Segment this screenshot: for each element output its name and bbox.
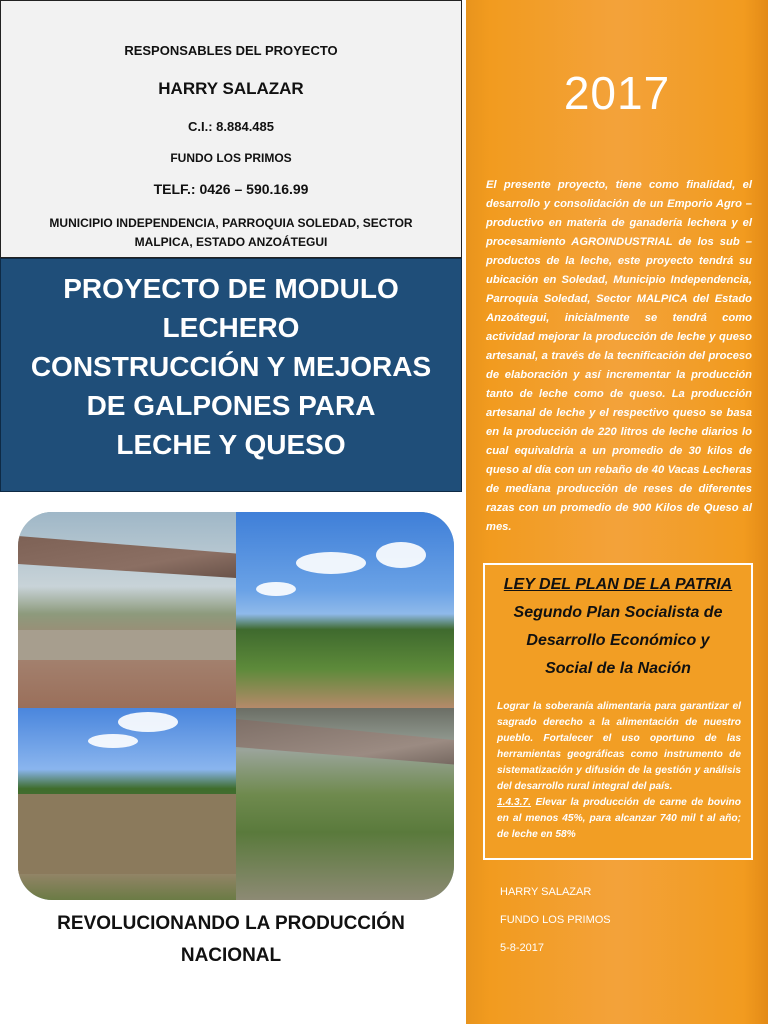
responsable-ci: C.I.: 8.884.485 (188, 119, 274, 134)
ley-title-line-3: Desarrollo Económico y (526, 632, 710, 649)
photo-pond (18, 708, 236, 900)
ley-plan-patria-box (483, 563, 753, 860)
photo-shed-roof (18, 512, 236, 708)
footer-info (500, 878, 611, 962)
title-line-2: LECHERO (162, 312, 300, 343)
project-title (0, 258, 462, 492)
photo-corn-field (236, 512, 454, 708)
slogan-line-1: REVOLUCIONANDO LA PRODUCCIÓN (57, 913, 405, 934)
responsables-box (0, 0, 462, 258)
footer-fundo: FUNDO LOS PRIMOS (500, 914, 611, 926)
responsable-fundo: FUNDO LOS PRIMOS (170, 151, 292, 165)
responsable-name: HARRY SALAZAR (158, 79, 304, 98)
slogan-line-2: NACIONAL (180, 945, 282, 966)
year: 2017 (563, 67, 671, 119)
photo-corral (236, 708, 454, 900)
footer-date: 5-8-2017 (500, 942, 545, 954)
ley-body (497, 699, 741, 843)
responsable-telefono: TELF.: 0426 – 590.16.99 (153, 181, 309, 197)
ley-title-line-4: Social de la Nación (545, 660, 691, 677)
ley-article-number: 1.4.3.7. (497, 797, 531, 808)
ley-title-line-2: Segundo Plan Socialista de (513, 604, 723, 621)
ley-title (485, 571, 751, 683)
ley-article-text: Elevar la producción de carne de bovino en al menos 45%, para alcanzar 740 mil t al año; de leche en 58% (497, 797, 741, 840)
title-line-1: PROYECTO DE MODULO (63, 273, 399, 304)
responsable-address: MUNICIPIO INDEPENDENCIA, PARROQUIA SOLEDAD, SECTOR MALPICA, ESTADO ANZOÁTEGUI (49, 216, 413, 249)
title-line-4: DE GALPONES PARA (86, 390, 376, 421)
slogan (0, 908, 462, 972)
photo-collage (18, 512, 454, 900)
ley-body-text: Lograr la soberanía alimentaria para garantizar el sagrado derecho a la alimentación de nuestro pueblo. Fortalecer el uso oportuno de las herramientas geográficas como instrumento de sistematización y difusión de la gestión y análisis del desarrollo rural integral del país. (497, 701, 741, 792)
responsables-heading: RESPONSABLES DEL PROYECTO (124, 43, 338, 58)
title-line-5: LECHE Y QUESO (116, 429, 346, 460)
project-description: El presente proyecto, tiene como finalidad, el desarrollo y consolidación de un Emporio Agro – productivo en materia de ganadería lechera y el procesamiento AGROINDUSTRIAL de los sub – productos de la leche, este proyecto tendrá su ubicación en Soledad, Municipio Independencia, Parroquia Soledad, Sector MALPICA del Estado Anzoátegui, inicialmente se tendrá como actividad mejorar la producción de leche y queso artesanal, a través de la tecnificación del proceso de elaboración y así incrementar la producción tanto de leche como de queso. La producción artesanal de leche y el respectivo queso se basa en la producción de 220 litros de leche diarios lo cual equivaldría a un promedio de 30 kilos de queso al día con un rebaño de 40 Vacas Lecheras de mediana producción de reses de diferentes razas con un promedio de 900 Kilos de Queso al mes. (486, 179, 752, 533)
ley-title-line-1: LEY DEL PLAN DE LA PATRIA (503, 576, 733, 593)
footer-author: HARRY SALAZAR (500, 886, 592, 898)
right-sidebar (463, 0, 768, 1024)
title-line-3: CONSTRUCCIÓN Y MEJORAS (30, 351, 432, 382)
